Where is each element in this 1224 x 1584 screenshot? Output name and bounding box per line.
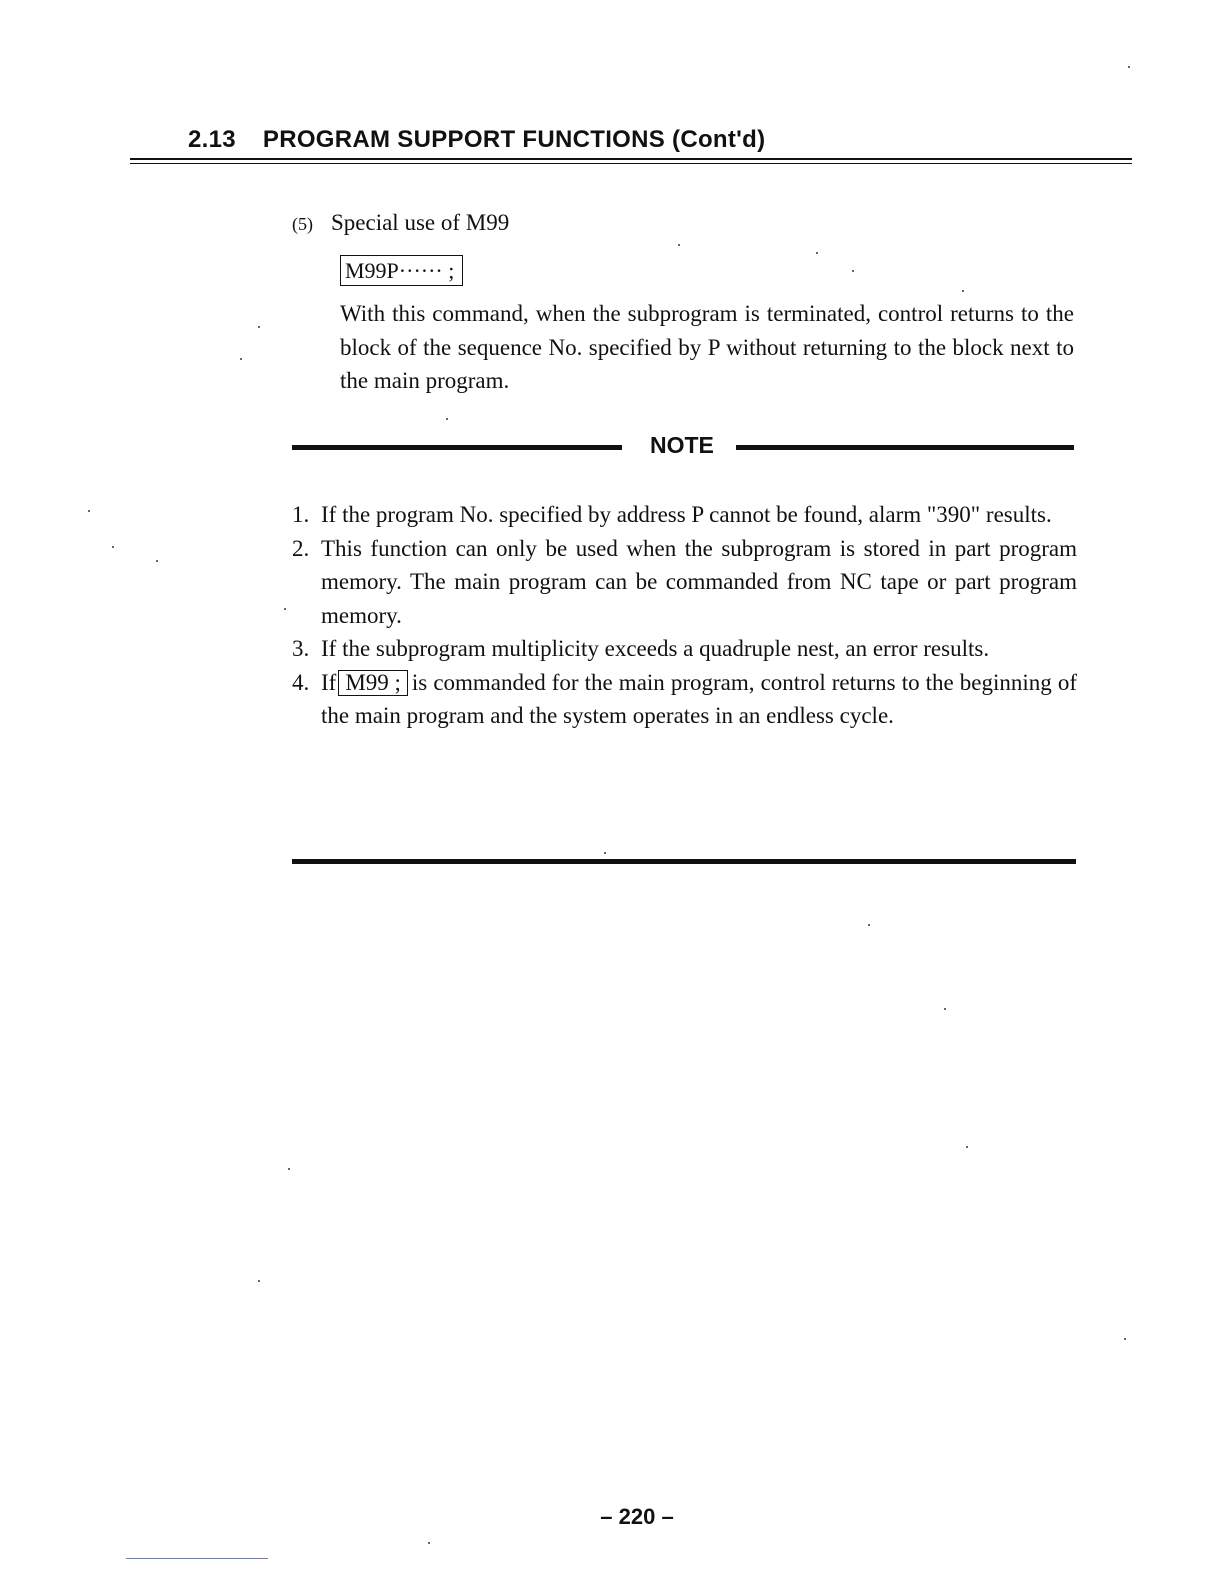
page-number: – 220 – (600, 1504, 674, 1529)
note-number: 1. (292, 502, 310, 527)
header-rule (130, 158, 1132, 160)
note-number: 2. (292, 535, 310, 561)
note-rule-right (736, 445, 1074, 450)
inline-command-box: M99 ; (338, 670, 408, 696)
scan-speck (288, 1168, 290, 1170)
scan-speck (962, 290, 964, 292)
note-label: NOTE (650, 432, 714, 458)
note-text: This function can only be used when the subprogram is stored in part program memory. The main program can be commanded from NC tape or part program memory. (321, 535, 1077, 628)
note-text: is commanded for the main program, control returns to the beginning of the main program and the system operates in an endless cycle. (321, 669, 1077, 728)
header-rule-thin (130, 163, 1132, 164)
item-marker: (5) (292, 214, 313, 234)
scan-speck (966, 1146, 968, 1148)
scan-speck (1124, 1338, 1126, 1340)
scan-speck (852, 270, 854, 272)
note-text: If the program No. specified by address P cannot be found, alarm "390" results. (321, 502, 1052, 527)
scan-speck (816, 252, 818, 254)
scan-edge-mark (126, 1558, 268, 1559)
scan-speck (240, 358, 242, 360)
note-item (292, 632, 1077, 666)
note-header (292, 432, 1074, 462)
scan-speck (1128, 66, 1130, 68)
note-prefix: If (321, 669, 337, 695)
scan-speck (112, 546, 114, 548)
scan-speck (156, 560, 158, 562)
scan-speck (678, 244, 680, 246)
note-item (292, 666, 1077, 733)
scan-speck (446, 418, 448, 420)
item-description: With this command, when the subprogram is terminated, control returns to the block of the sequence No. specified by P without returning to the block next to the main program. (340, 301, 1074, 393)
scan-speck (284, 608, 286, 610)
scan-speck (604, 852, 606, 854)
note-list (292, 498, 1077, 733)
scan-speck (868, 924, 870, 926)
command-box: M99P······ ; (340, 255, 463, 286)
note-item (292, 532, 1077, 633)
section-title: PROGRAM SUPPORT FUNCTIONS (Cont'd) (262, 126, 766, 153)
note-item (292, 498, 1077, 532)
item-title: Special use of M99 (331, 210, 510, 235)
section-heading (188, 126, 765, 154)
scan-speck (428, 1542, 430, 1544)
note-text: If the subprogram multiplicity exceeds a quadruple nest, an error results. (321, 636, 990, 661)
note-rule-left (292, 445, 622, 450)
scan-speck (258, 1280, 260, 1282)
note-number: 4. (292, 669, 310, 695)
note-number: 3. (292, 636, 310, 661)
scan-speck (88, 510, 90, 512)
section-number: 2.13 (188, 126, 236, 153)
scan-speck (258, 326, 260, 328)
item-heading (292, 210, 509, 236)
note-end-rule (292, 859, 1076, 864)
scan-speck (944, 1008, 946, 1010)
